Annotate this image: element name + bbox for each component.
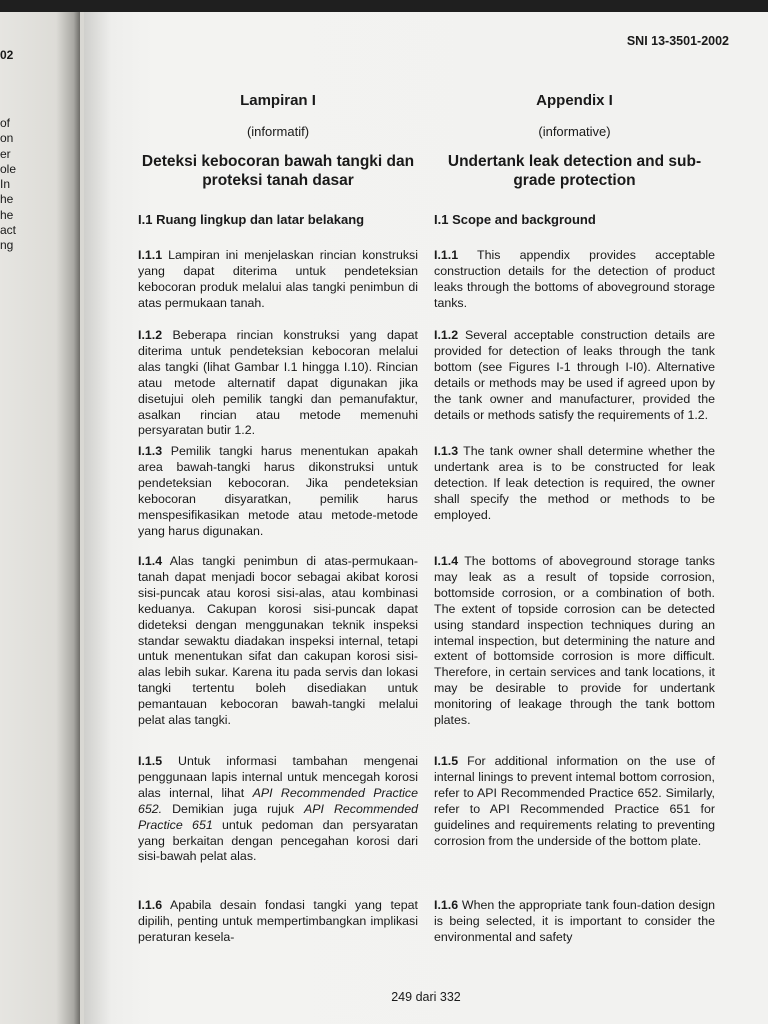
annex-subtitle: (informatif): [246, 124, 310, 139]
paragraph-text: Alas tangki penimbun di atas-permukaan-tanah dapat menjadi bocor sebagai akibat korosi sisi-puncak atau korosi sisi-alas, atau kombinasi keduanya. Cakupan korosi sisi-puncak dapat dideteksi dengan menggunakan teknik inspeksi standar sewaktu diadakan inspeksi internal, tetapi untuk menentukan sifat dan cakupan korosi sisi-alas lebih sukar. Karena itu pada servis dan lokasi tangki tertentu boleh disediakan untuk pemantauan kebocoran bawah-tangki melalui pelat alas tangki.: [138, 554, 418, 728]
annex-heading: Deteksi kebocoran bawah tangki dan proteksi tanah dasar: [141, 153, 415, 189]
scan-top-edge: [0, 0, 768, 12]
reference-title: API Recommended Practice 651: [138, 801, 418, 832]
paragraph-text: This appendix provides acceptable construction details for the detection of product leaks through the bottoms of aboveground storage tanks.: [434, 248, 715, 310]
paragraph-number: I.1.6: [138, 898, 163, 912]
annex-title: Lampiran I: [240, 92, 316, 109]
paragraph-text: Untuk informasi tambahan mengenai penggunaan lapis internal untuk mencegah korosi alas internal, lihat: [138, 754, 418, 800]
paragraph-1-1-5: [434, 754, 715, 898]
paragraph-number: I.1.5: [138, 754, 163, 768]
paragraph-1-1-1: [434, 248, 715, 328]
paragraph-text: Beberapa rincian konstruksi yang dapat diterima untuk pendeteksian kebocoran melalui alas tangki (lihat Gambar I.1 hingga I.10). Rincian atau metode alternatif dapat digunakan jika disetujui oleh pemilik tangki dan pemanufaktur, asalkan rincian atau metode memenuhi persyaratan butir 1.2.: [138, 328, 418, 438]
line-ending: ng: [0, 238, 14, 253]
paragraph-1-1-1: [138, 248, 418, 328]
paragraph-text: The bottoms of aboveground storage tanks may leak as a result of topside corrosion, bottomside corrosion, or a combination of both. The extent of topside corrosion can be detected using standard inspection techniques during an intemal inspection, but determining the nature and extent of bottomside corrosion is more difficult. Therefore, in certain services and tank locations, it may be desirable to provide for undertank monitoring of leakage through the tank bottom plates.: [434, 554, 715, 728]
page-number-footer: 249 dari 332: [391, 990, 461, 1004]
paragraph-1-1-2: [138, 328, 418, 444]
line-ending: ole: [0, 161, 17, 176]
document-page: [84, 12, 768, 1024]
paragraph-number: I.1.5: [434, 754, 459, 768]
paragraph-text: Pemilik tangki harus menentukan apakah area bawah-tangki harus dikonstruksi untuk pendeteksian kebocoran. Jika pendeteksian kebocoran disyaratkan, pemilik harus menspesifikasikan metode atau metode-metode yang harus digunakan.: [138, 444, 418, 538]
paragraph-number: I.1.2: [434, 328, 459, 342]
paragraph-text: Demikian juga rujuk: [162, 801, 304, 816]
paragraph-text: Lampiran ini menjelaskan rincian konstruksi yang dapat diterima untuk pendeteksian kebocoran produk melalui alas tangki penimbun di atas permukaan tanah.: [138, 248, 418, 310]
annex-title: Appendix I: [536, 92, 613, 109]
previous-page-edge: [0, 12, 80, 1024]
line-ending: er: [0, 146, 11, 161]
line-ending: act: [0, 223, 17, 238]
annex-heading: Undertank leak detection and sub-grade protection: [447, 153, 702, 189]
paragraph-number: I.1.6: [434, 898, 459, 912]
line-ending: he: [0, 207, 14, 222]
paragraph-number: I.1.2: [138, 328, 163, 342]
paragraph-1-1-5: [138, 754, 418, 898]
paragraph-1-1-4: [138, 554, 418, 754]
line-ending: of: [0, 116, 11, 130]
reference-title: API Recommended Practice 652.: [138, 785, 418, 816]
document-code: SNI 13-3501-2002: [626, 34, 729, 48]
section-heading: I.1 Ruang lingkup dan latar belakang: [138, 212, 365, 227]
paragraph-number: I.1.1: [434, 248, 459, 262]
annex-subtitle: (informative): [538, 124, 611, 139]
paragraph-text: When the appropriate tank foun-dation design is being selected, it is important to consider the environmental and safety: [434, 898, 715, 944]
line-ending: In: [0, 177, 11, 192]
paragraph-text: Several acceptable construction details are provided for detection of leaks through the tank bottom (see Figures I-1 through I-I0). Alternative details or methods may be used if agreed upon by the tank owner and manufacturer, provided the details or methods satisfy the requirements of 1.2.: [434, 328, 715, 422]
paragraph-number: I.1.1: [138, 248, 163, 262]
paragraph-number: I.1.4: [138, 554, 163, 568]
previous-page-line-endings: [0, 116, 16, 254]
paragraph-number: I.1.3: [138, 444, 163, 458]
line-ending: he: [0, 192, 14, 207]
paragraph-1-1-4: [434, 554, 715, 754]
paragraph-1-1-2: [434, 328, 715, 444]
paragraph-number: I.1.4: [434, 554, 459, 568]
paragraph-1-1-3: [138, 444, 418, 554]
paragraph-1-1-3: [434, 444, 715, 554]
paragraph-text: The tank owner shall determine whether the undertank area is to be constructed for leak detection. If leak detection is required, the owner shall specify the method or methods to be employed.: [434, 444, 715, 522]
line-ending: on: [0, 131, 14, 146]
paragraph-text: For additional information on the use of internal linings to prevent intemal bottom corrosion, refer to API Recommended Practice 652. Similarly, refer to API Recommended Practice 651 for guidelines and requirements relating to preventing corrosion from the underside of the bottom plate.: [434, 754, 715, 848]
previous-page-number: 02: [0, 48, 14, 62]
english-column: [434, 92, 715, 948]
paragraph-1-1-6: [138, 898, 418, 948]
paragraph-1-1-6: [434, 898, 715, 948]
section-heading: I.1 Scope and background: [434, 212, 596, 227]
indonesian-column: [138, 92, 418, 948]
paragraph-text: untuk pedoman dan persyaratan yang berkaitan dengan pencegahan korosi dari sisi-bawah pelat alas.: [138, 817, 419, 864]
paragraph-number: I.1.3: [434, 444, 459, 458]
paragraph-text: Apabila desain fondasi tangki yang tepat dipilih, penting untuk mempertimbangkan implikasi peraturan kesela-: [138, 898, 418, 944]
